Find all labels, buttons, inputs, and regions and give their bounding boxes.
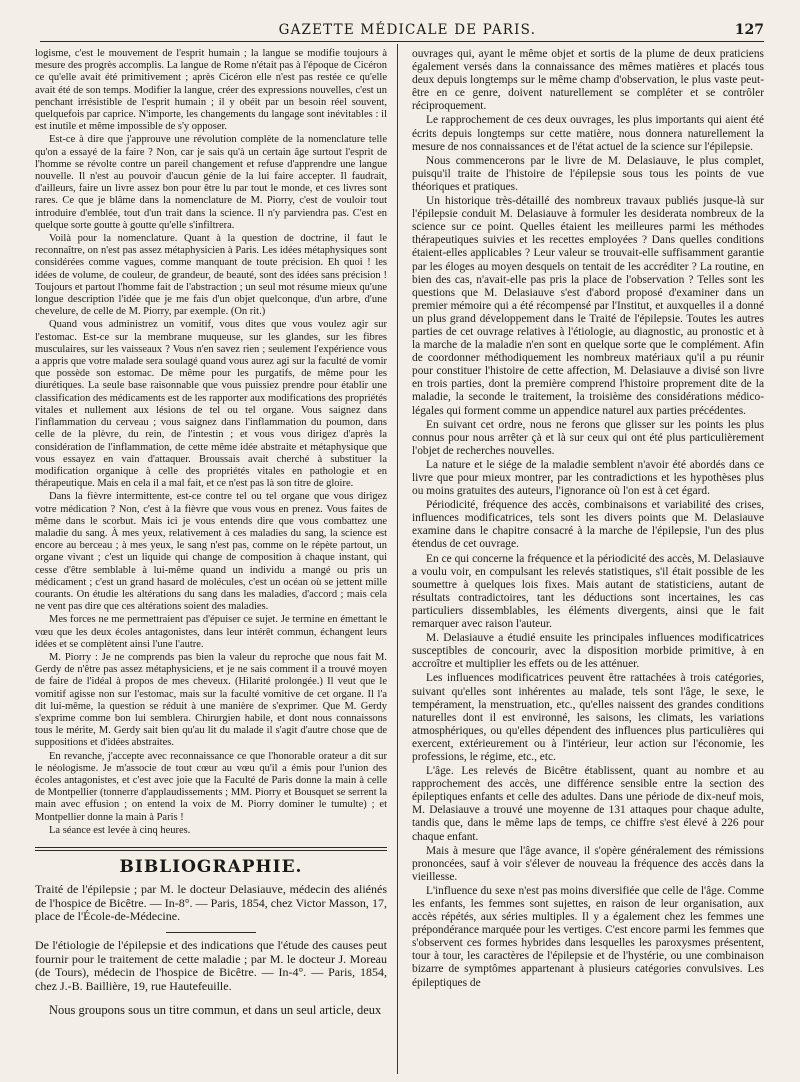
paragraph: Mes forces ne me permettraient pas d'épuiser ce sujet. Je termine en émettant le vœu que les deux écoles antagonistes, dans leur intérêt commun, échangent leurs idées et se complètent ainsi l'une l'autre. [35,614,387,650]
paragraph: L'influence du sexe n'est pas moins diversifiée que celle de l'âge. Comme les enfants, les femmes sont sujettes, en raison de leur organisation, aux accès répétés, aux séries multiples. Il y a également chez les femmes une prépondérance marquée pour les vertiges. C'est encore parmi les femmes que s'observent ces formes hybrides dans lesquelles les paroxysmes présentent, tour à tour, les caractères de l'épilepsie et de l'hystérie, ou une combinaison bizarre de symptômes appartenant à plusieurs catégories convulsives. Les épileptiques de [412,884,764,989]
bibliography-entry: Traité de l'épilepsie ; par M. le docteur Delasiauve, médecin des aliénés de l'hospice de Bicêtre. — In-8°. — Paris, 1854, chez Victor Masson, 17, place de l'École-de-Médecine. [35,882,387,924]
paragraph: Un historique très-détaillé des nombreux travaux publiés jusque-là sur l'épilepsie conduit M. Delasiauve à formuler les desiderata nombreux de la science sur ce point. Quelles étaient les meilleures parmi les méthodes thérapeutiques suivies et les recettes employées ? Dans quelles conditions étaient-elles applicables ? Leur valeur se trouvait-elle suffisamment garantie par les éloges au moyen desquels on tentait de les accréditer ? La routine, en bien des cas, n'avait-elle pas pris la place de l'observation ? Telles sont les questions que M. Delasiauve s'est d'abord proposé d'examiner dans un premier mémoire qui a été récompensé par l'Institut, et auxquelles il a donné un plus grand développement dans le Traité de l'épilepsie. Toutes les autres parties de cet ouvrage relatives à l'étiologie, au diagnostic, au pronostic et à la marche de la maladie n'en sont en quelque sorte que le complément. Afin de coordonner méthodiquement les nombreux matériaux qu'il a pu réunir pour constituer l'histoire de cette affection, M. Delasiauve a divisé son livre en trois parties, dont la première comprend l'histoire proprement dite de la maladie, la seconde le traitement, la troisième des considérations médico-légales qui forment comme un appendice naturel aux parties précédentes. [412,195,764,417]
paragraph: Nous groupons sous un titre commun, et dans un seul article, deux [49,1003,382,1018]
paragraph: Les influences modificatrices peuvent être rattachées à trois catégories, suivant qu'elles sont inhérentes au malade, tels sont l'âge, le sexe, le tempérament, la menstruation, etc., qu'elles naissent des grandes conditions naturelles dont il est environné, les saisons, les climats, les variations atmosphériques, ou qu'elles dépendent des influences plus particulières qui exercent, extérieurement ou à l'intérieur, leur action sur l'économie, les professions, le régime, etc., etc. [412,672,764,763]
journal-title: GAZETTE MÉDICALE DE PARIS. [278,22,537,38]
paragraph: La séance est levée à cinq heures. [49,824,191,836]
paragraph: La nature et le siége de la maladie semblent n'avoir été abordés dans ce livre que pour mieux montrer, par les contradictions et les hypothèses plus ou moins gratuites des auteurs, l'ignorance où l'on est à cet égard. [412,458,764,498]
paragraph: En revanche, j'accepte avec reconnaissance ce que l'honorable orateur a dit sur le néologisme. Je m'associe de tout cœur au vœu qu'il a émis pour l'union des écoles antagonistes, et c'est avec joie que la Faculté de Paris donne la main à celle de Montpellier (tonnerre d'applaudissements ; MM. Piorry et Bousquet se serrent la main avec effusion ; on entend la voix de M. Piorry dominer le tumulte) ; et Montpellier donne la main à Paris ! [35,750,387,823]
paragraph: M. Delasiauve a étudié ensuite les principales influences modificatrices susceptibles de concourir, avec la disposition morbide primitive, à en accroître et multiplier les effets ou de les atténuer. [412,632,764,671]
paragraph: L'âge. Les relevés de Bicêtre établissent, quant au nombre et au rapprochement des accès, une différence sensible entre la section des épileptiques enfants et celle des adultes. Dans une période de dix-neuf mois, M. Delasiauve a trouvé une moyenne de 131 attaques pour chaque adulte, tandis que, dans le même laps de temps, ce chiffre s'est élevé à 226 pour chaque enfant. [412,765,764,843]
column-divider [397,44,398,1074]
entry-separator [166,932,256,933]
paragraph: En suivant cet ordre, nous ne ferons que glisser sur les points les plus connus pour nous arrêter çà et là sur ceux qui ont été plus particulièrement l'objet de recherches nouvelles. [412,418,764,457]
paragraph: Périodicité, fréquence des accès, combinaisons et variabilité des crises, influences modificatrices, tels sont les divers points que M. Delasiauve examine dans le chapitre consacré à la marche de l'épilepsie, l'un des plus étendus de cet ouvrage. [412,499,764,551]
section-rule-thin [35,850,387,851]
left-column [35,48,387,1070]
paragraph: Voilà pour la nomenclature. Quant à la question de doctrine, il faut le reconnaître, on n'est pas assez métaphysicien à Paris. Les idées métaphysiques sont considérées comme vagues, comme manquant de toute précision. Eh quoi ! les idées de volume, de couleur, de grandeur, de beauté, sont des idées sans précision ! Toujours et partout l'homme fait de l'abstraction ; un seul mot résume mieux qu'une longue description l'idée que je me fais d'un objet quelconque, d'un arbre, d'une chevelure, de celle de M. Piorry, par exemple. (On rit.) [35,233,387,318]
bibliography-heading: BIBLIOGRAPHIE. [119,857,303,877]
paragraph: Est-ce à dire que j'approuve une révolution complète de la nomenclature telle qu'on a essayé de la faire ? Non, car je sais qu'à un certain âge surtout l'esprit de l'homme se révolte contre un pareil changement et refuse d'apprendre une langue nouvelle. Il n'est au pouvoir d'aucun génie de la lui faire accepter. Il faudrait, d'ailleurs, faire un livre assez bon pour être lu par tout le monde, et ces livres sont rares. Ce que je blâme dans la nomenclature de M. Piorry, c'est de vouloir tout introduire d'emblée, tout d'un trait dans la science. Il n'y parviendra pas. C'est en quelque sorte goutte à goutte qu'elle s'infiltrera. [35,134,387,231]
paragraph: En ce qui concerne la fréquence et la périodicité des accès, M. Delasiauve a voulu voir, en compulsant les relevés statistiques, s'il était possible de les soumettre à quelques lois fixes. Mais autant de statisticiens, autant de résultats contradictoires, tant les déductions sont incertaines, les cas particuliers dissemblables, les éléments divergents, ainsi que le fait remarquer avec raison l'auteur. [412,552,764,631]
bibliography-entry: De l'étiologie de l'épilepsie et des indications que l'étude des causes peut fournir pour le traitement de cette maladie ; par M. le docteur J. Moreau (de Tours), médecin de l'hospice de Bicêtre. — In-4°. — Paris, 1854, chez J.-B. Baillière, 19, rue Hautefeuille. [35,937,387,993]
paragraph: Dans la fièvre intermittente, est-ce contre tel ou tel organe que vous dirigez votre médication ? Non, c'est à la fièvre que vous vous en prenez. Vous faites de même dans le scorbut. Mais ici je vous entends dire que vous combattez une maladie du sang. À mes yeux, relativement à ces maladies du sang, la science est encore au berceau ; à mes yeux, le sang n'est pas, comme on le répète partout, un organe vivant ; c'est un liquide qui change de composition à chaque instant, qui cesse d'être semblable à lui-même quand un individu a mangé ou pris un médicament ; c'est un grand hasard de molécules, c'est un océan où se jettent mille courants. On étudie les altérations du sang dans les maladies, d'accord ; mais cela ne vent pas dire que ces altérations soient des maladies. [35,491,387,613]
paragraph: Nous commencerons par le livre de M. Delasiauve, le plus complet, puisqu'il traite de l'histoire de l'épilepsie sous tous les points de vue théoriques et pratiques. [412,154,764,193]
paragraph: logisme, c'est le mouvement de l'esprit humain ; la langue se modifie toujours à mesure des progrès accomplis. La langue de Rome n'était pas à l'époque de Cicéron ce qu'elle avait été primitivement ; après Cicéron elle n'est pas restée ce qu'elle avait été de son temps. Modifier la langue, créer des expressions nouvelles, c'est un penchant irrésistible de l'esprit humain ; il y obéit par un besoin réel souvent, quelquefois par caprice. N'importe, les changements du langage sont inévitables : il est inutile et même impossible de s'y opposer. [35,48,387,133]
page-number: 127 [734,22,764,38]
paragraph: Mais à mesure que l'âge avance, il s'opère généralement des rémissions prononcées, sauf à voir s'élever de nouveau la fréquence des accès dans la vieillesse. [412,844,764,883]
right-column [412,48,764,1070]
section-rule [35,847,387,848]
paragraph: Le rapprochement de ces deux ouvrages, les plus importants qui aient été écrits depuis longtemps sur cette matière, nous donnera naturellement la mesure de nos connaissances et de l'état actuel de la science sur l'épilepsie. [412,114,764,153]
paragraph: M. Piorry : Je ne comprends pas bien la valeur du reproche que nous fait M. Gerdy de n'être pas assez métaphysiciens, et je ne sais comment il a trouvé moyen de faire de l'idéal à propos de mes cheveux. (Hilarité prolongée.) Il veut que le vomitif agisse non sur l'estomac, mais sur la faculté vomitive de cet organe. Il l'a dit lui-même, la question se réduit à une manière de s'exprimer. Que M. Gerdy s'exprime comme bon lui semblera. Chirurgien habile, et dont nous connaissons tous le mérite, M. Gerdy sait bien qu'au lit du malade il s'agit d'autre chose que de suppositions et d'idées abstraites. [35,651,387,749]
paragraph: Quand vous administrez un vomitif, vous dites que vous voulez agir sur l'estomac. Est-ce sur la membrane muqueuse, sur les glandes, sur les fibres musculaires, sur les vaisseaux ? Vous n'en savez rien ; seulement l'expérience vous a appris que votre malade sera soulagé quand vous aurez agi sur la faculté de vomir que possède son estomac. De même pour les purgatifs, de même pour les diurétiques. La seule base raisonnable que vous puissiez prendre pour établir une classification des médicaments est de les rapporter aux modifications des propriétés vitales et nullement aux lésions de tel ou tel organe. Vous saignez dans l'inflammation du cerveau ; vous saignez dans l'inflammation du poumon, dans celle de la plèvre, du rein, de l'intestin ; et vous vous dirigez d'après la considération de l'inflammation, de cette même idée abstraite et métaphysique que vous essayez en vain d'attaquer. Broussais avait cherché à substituer la modification organique à celle des propriétés vitales en pathologie et en thérapeutique. Mais en cela il a mal fait, et ce n'est pas là son titre de gloire. [35,319,387,490]
paragraph: ouvrages qui, ayant le même objet et sortis de la plume de deux praticiens également versés dans la connaissance des mêmes matières et placés tous deux depuis longtemps sur le même champ d'observation, le plus vaste peut-être en ce genre, doivent naturellement se compléter et se contrôler réciproquement. [412,48,764,113]
page-header [40,14,764,42]
